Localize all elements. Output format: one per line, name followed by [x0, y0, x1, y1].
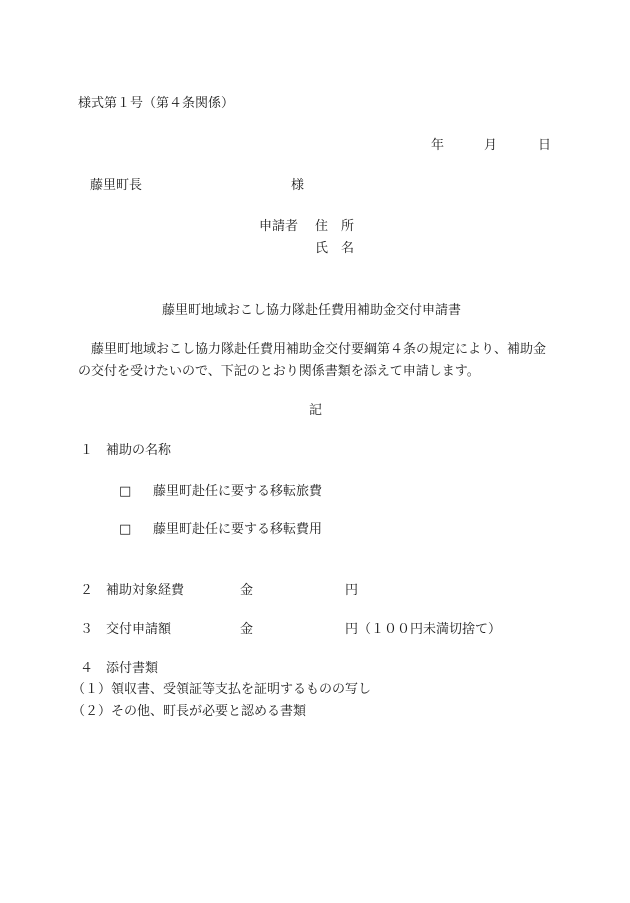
section1-number: １ — [80, 443, 94, 458]
date-day-label: 日 — [538, 138, 552, 153]
addressee-name: 藤里町長 — [90, 178, 143, 193]
section2-kin: 金 — [240, 583, 254, 598]
applicant-name-label: 氏 名 — [315, 241, 355, 256]
date-year-label: 年 — [431, 138, 445, 153]
ki-heading: 記 — [309, 403, 323, 418]
option-moving-cost-label: 藤里町赴任に要する移転費用 — [153, 522, 323, 537]
section3-kin: 金 — [240, 622, 254, 637]
section4-number: ４ — [80, 661, 94, 676]
section3-label: 交付申請額 — [106, 622, 172, 637]
option-moving-travel-label: 藤里町赴任に要する移転旅費 — [153, 484, 323, 499]
section1-label: 補助の名称 — [106, 443, 172, 458]
applicant-label: 申請者 — [259, 219, 299, 234]
date-month-label: 月 — [484, 138, 498, 153]
section2-number: ２ — [80, 583, 94, 598]
section2-en: 円 — [345, 583, 359, 598]
section2-label: 補助対象経費 — [106, 583, 185, 598]
section3-number: ３ — [80, 622, 94, 637]
section4-label: 添付書類 — [106, 661, 159, 676]
section3-en: 円（１００円未満切捨て） — [345, 622, 502, 637]
attachment-item-1: （１）領収書、受領証等支払を証明するものの写し — [72, 682, 372, 697]
document-title: 藤里町地域おこし協力隊赴任費用補助金交付申請書 — [162, 303, 462, 318]
form-number-label: 様式第１号（第４条関係） — [78, 96, 235, 111]
attachment-item-2: （２）その他、町長が必要と認める書類 — [72, 704, 307, 719]
checkbox-moving-cost[interactable]: □ — [119, 522, 132, 537]
applicant-address-label: 住 所 — [315, 219, 355, 234]
checkbox-moving-travel[interactable]: □ — [119, 484, 132, 499]
body-paragraph: 藤里町地域おこし協力隊赴任費用補助金交付要綱第４条の規定により、補助金の交付を受けたいので、下記のとおり関係書類を添えて申請します。 — [78, 342, 547, 379]
addressee-honorific: 様 — [291, 178, 305, 193]
